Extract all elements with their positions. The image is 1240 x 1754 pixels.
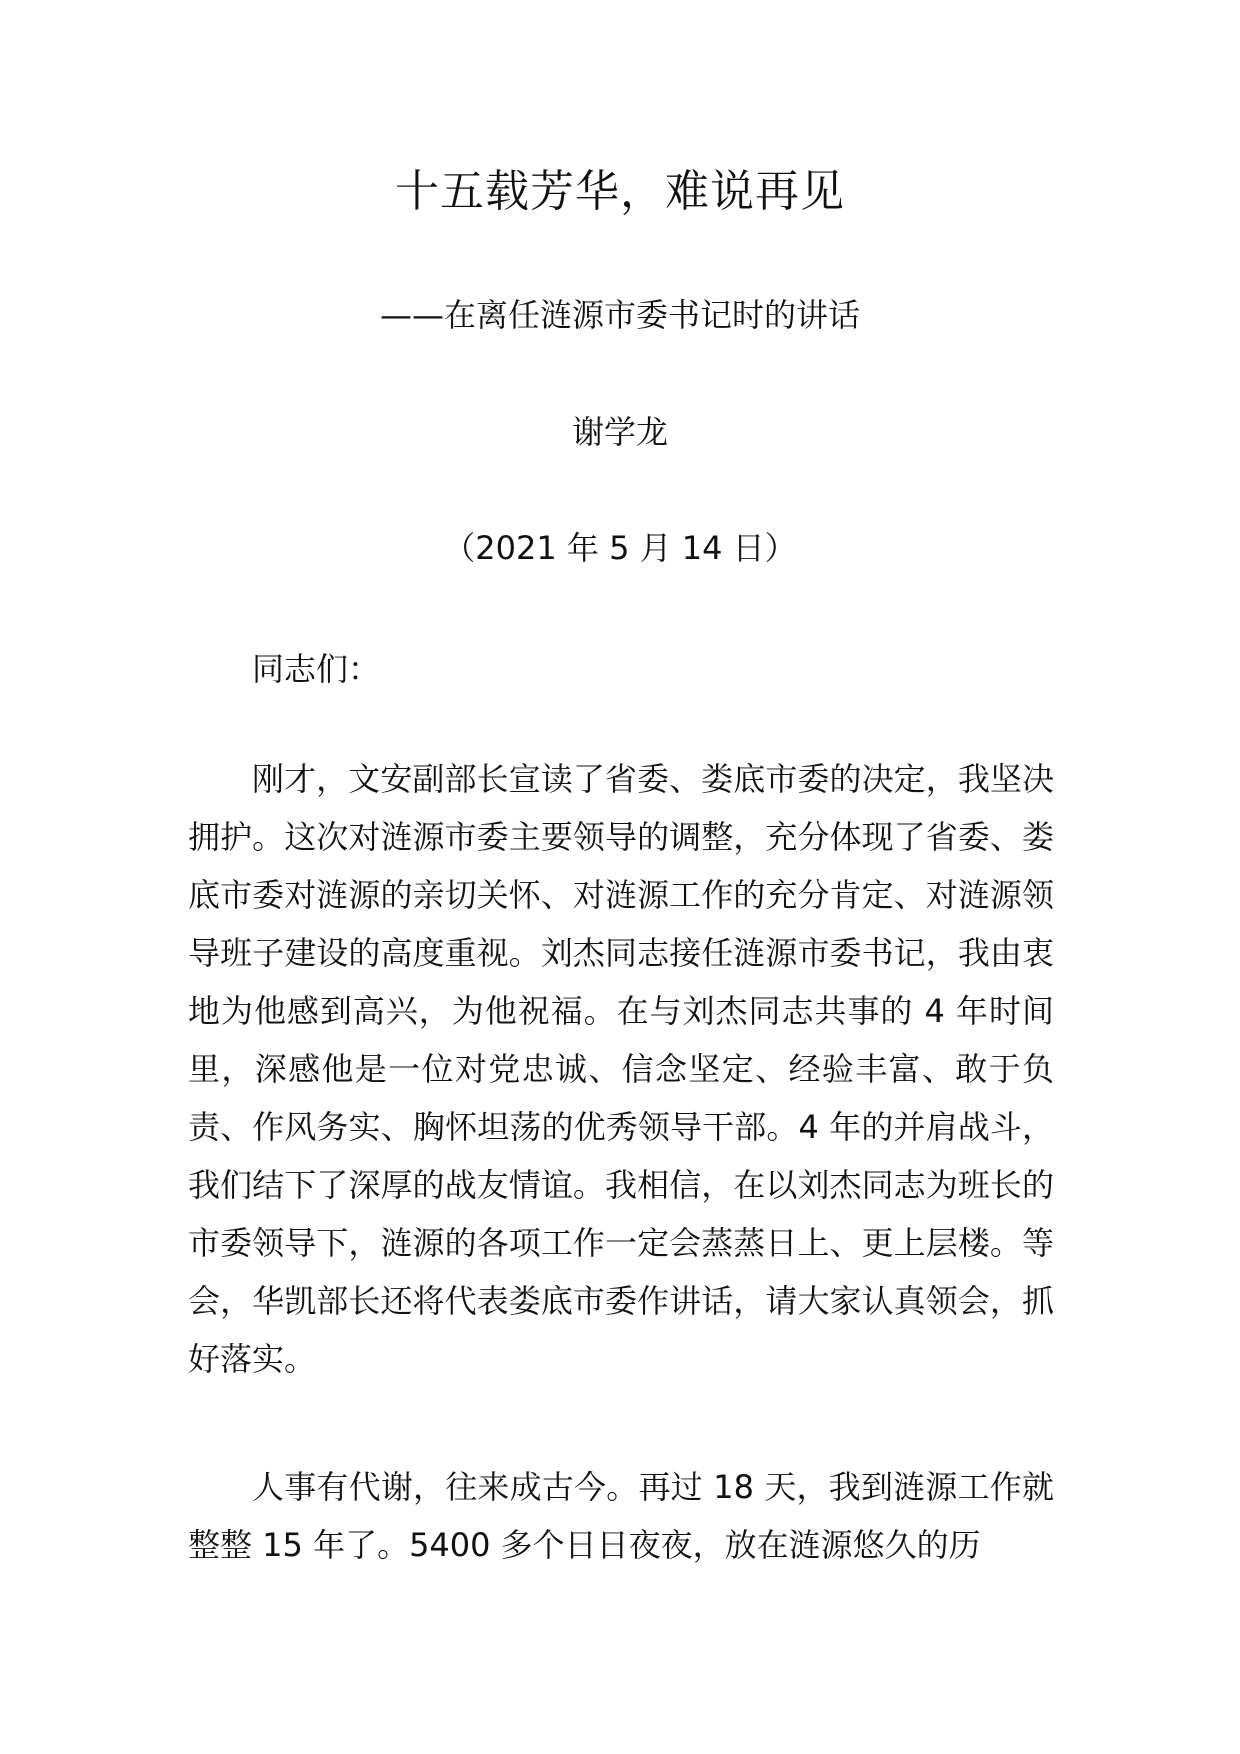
paragraph-1: 刚才，文安副部长宣读了省委、娄底市委的决定，我坚决拥护。这次对涟源市委主要领导的调整，充分体现了省委、娄底市委对涟源的亲切关怀、对涟源工作的充分肯定、对涟源领导班子建设的高度重视。刘杰同志接任涟源市委书记，我由衷地为他感到高兴，为他祝福。在与刘杰同志共事的 4 年时间里，深感他是一位对党忠诚、信念坚定、经验丰富、敢于负责、作风务实、胸怀坦荡的优秀领导干部。4 年的并肩战斗，我们结下了深厚的战友情谊。我相信，在以刘杰同志为班长的市委领导下，涟源的各项工作一定会蒸蒸日上、更上层楼。等会，华凯部长还将代表娄底市委作讲话，请大家认真领会，抓好落实。 (188, 760, 1054, 1378)
document-title: 十五载芳华，难说再见 (395, 166, 845, 217)
document-subtitle: ——在离任涟源市委书记时的讲话 (379, 296, 860, 334)
document-author: 谢学龙 (571, 413, 668, 451)
document-date: （2021 年 5 月 14 日） (443, 529, 797, 567)
paragraph-2: 人事有代谢，往来成古今。再过 18 天，我到涟源工作就整整 15 年了。5400 多个日日夜夜，放在涟源悠久的历 (188, 1468, 1054, 1564)
salutation: 同志们： (252, 650, 381, 688)
